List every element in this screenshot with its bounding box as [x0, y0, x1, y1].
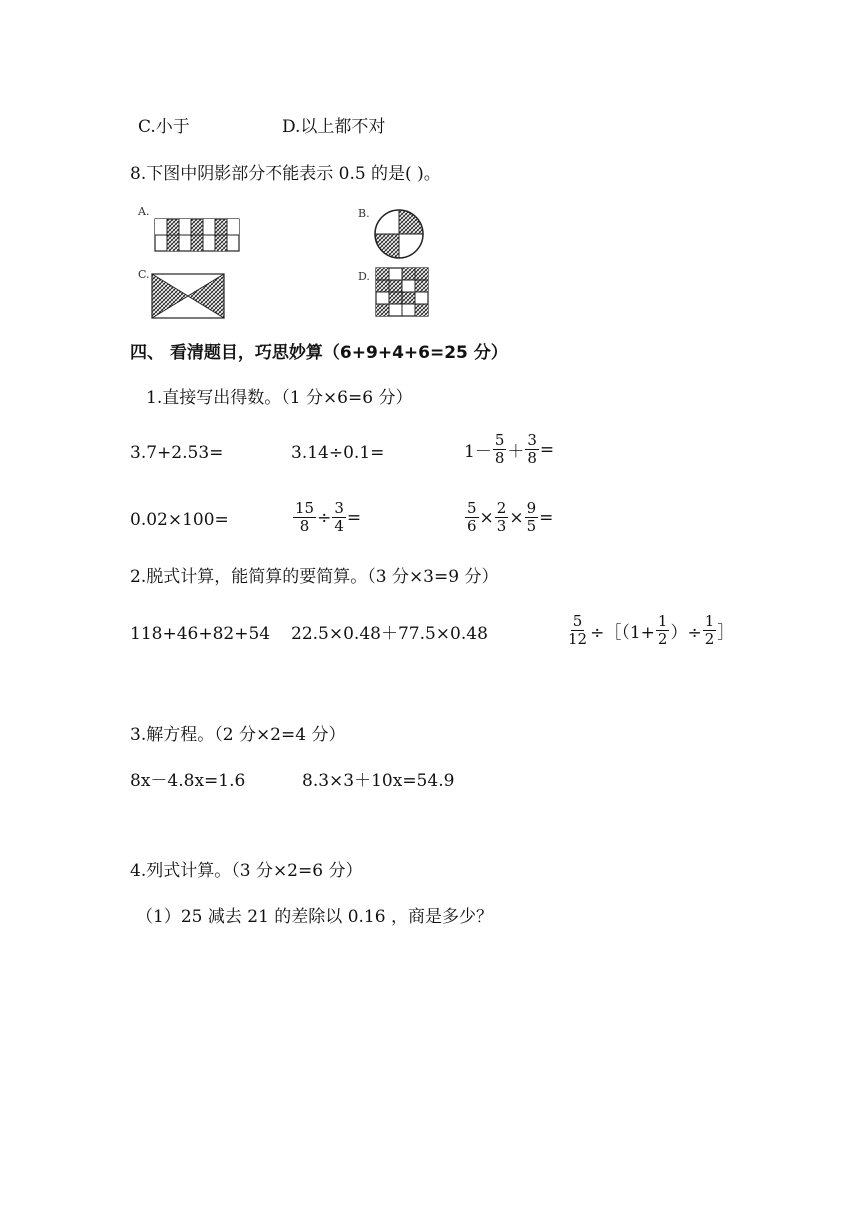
fraction	[495, 500, 509, 535]
expr-text: ÷［（1+	[590, 623, 655, 643]
fraction	[525, 432, 539, 467]
expr-1-3	[464, 432, 554, 467]
denominator: 2	[704, 630, 715, 648]
option-c: C.小于	[138, 117, 190, 137]
expr-3-2: 8.3×3＋10x=54.9	[302, 771, 455, 791]
denominator: 8	[494, 449, 505, 467]
denominator: 8	[299, 517, 310, 535]
numerator: 2	[496, 499, 507, 517]
fraction	[332, 500, 346, 535]
numerator: 5	[494, 431, 505, 449]
fraction	[465, 500, 479, 535]
expr-2-3	[565, 613, 734, 648]
operator: ×	[509, 507, 524, 528]
numerator: 3	[334, 499, 344, 517]
option-d: D.以上都不对	[282, 117, 386, 137]
expr-text: 1－	[464, 442, 492, 462]
denominator: 2	[657, 630, 668, 648]
figure-a-label: A.	[138, 205, 150, 218]
part-3-title: 3.解方程。（2 分×2=4 分）	[130, 725, 346, 745]
figure-d-label: D.	[358, 270, 370, 283]
denominator: 4	[334, 517, 344, 535]
equals: =	[539, 439, 555, 460]
expr-1-6	[464, 500, 553, 535]
expr-1-1: 3.7+2.53=	[130, 443, 224, 463]
denominator: 5	[526, 517, 537, 535]
expr-text: ］	[717, 623, 735, 643]
numerator: 15	[295, 499, 315, 517]
expr-1-2: 3.14÷0.1=	[291, 443, 385, 463]
figure-c-label: C.	[138, 268, 150, 281]
numerator: 1	[704, 612, 715, 630]
figure-d	[376, 268, 428, 316]
operator: ×	[479, 507, 494, 528]
denominator: 3	[496, 517, 507, 535]
fraction	[656, 613, 670, 648]
part-4-question-1: （1）25 减去 21 的差除以 0.16 ，商是多少？	[136, 907, 493, 927]
figure-c	[152, 274, 224, 318]
numerator: 5	[572, 612, 583, 630]
question-8: 8.下图中阴影部分不能表示 0.5 的是( )。	[130, 164, 441, 184]
equals: =	[346, 507, 362, 528]
part-1-title: 1.直接写出得数。（1 分×6=6 分）	[146, 388, 413, 408]
equals: =	[539, 507, 554, 528]
expr-1-5	[292, 500, 361, 535]
operator: ＋	[507, 442, 525, 462]
figure-b-label: B.	[358, 207, 370, 220]
fraction	[525, 500, 539, 535]
fraction	[703, 613, 717, 648]
expr-2-2: 22.5×0.48＋77.5×0.48	[291, 624, 488, 644]
fraction	[566, 613, 589, 648]
operator: ÷	[317, 507, 332, 528]
numerator: 5	[467, 499, 477, 517]
numerator: 3	[527, 431, 537, 449]
denominator: 6	[467, 517, 477, 535]
figure-b	[375, 210, 423, 258]
expr-1-4: 0.02×100=	[130, 510, 229, 530]
expr-text: ）÷	[670, 623, 702, 643]
figure-a	[155, 219, 239, 251]
fraction	[493, 432, 507, 467]
part-4-title: 4.列式计算。（3 分×2=6 分）	[130, 861, 363, 881]
denominator: 12	[568, 630, 588, 648]
numerator: 9	[526, 499, 537, 517]
numerator: 1	[657, 612, 668, 630]
expr-2-1: 118+46+82+54	[130, 624, 271, 644]
part-2-title: 2.脱式计算，能简算的要简算。（3 分×3=9 分）	[130, 567, 499, 587]
fraction	[293, 500, 316, 535]
expr-3-1: 8x－4.8x=1.6	[130, 771, 246, 791]
section-4-title: 四、 看清题目，巧思妙算（6+9+4+6=25 分）	[130, 343, 508, 363]
denominator: 8	[527, 449, 537, 467]
